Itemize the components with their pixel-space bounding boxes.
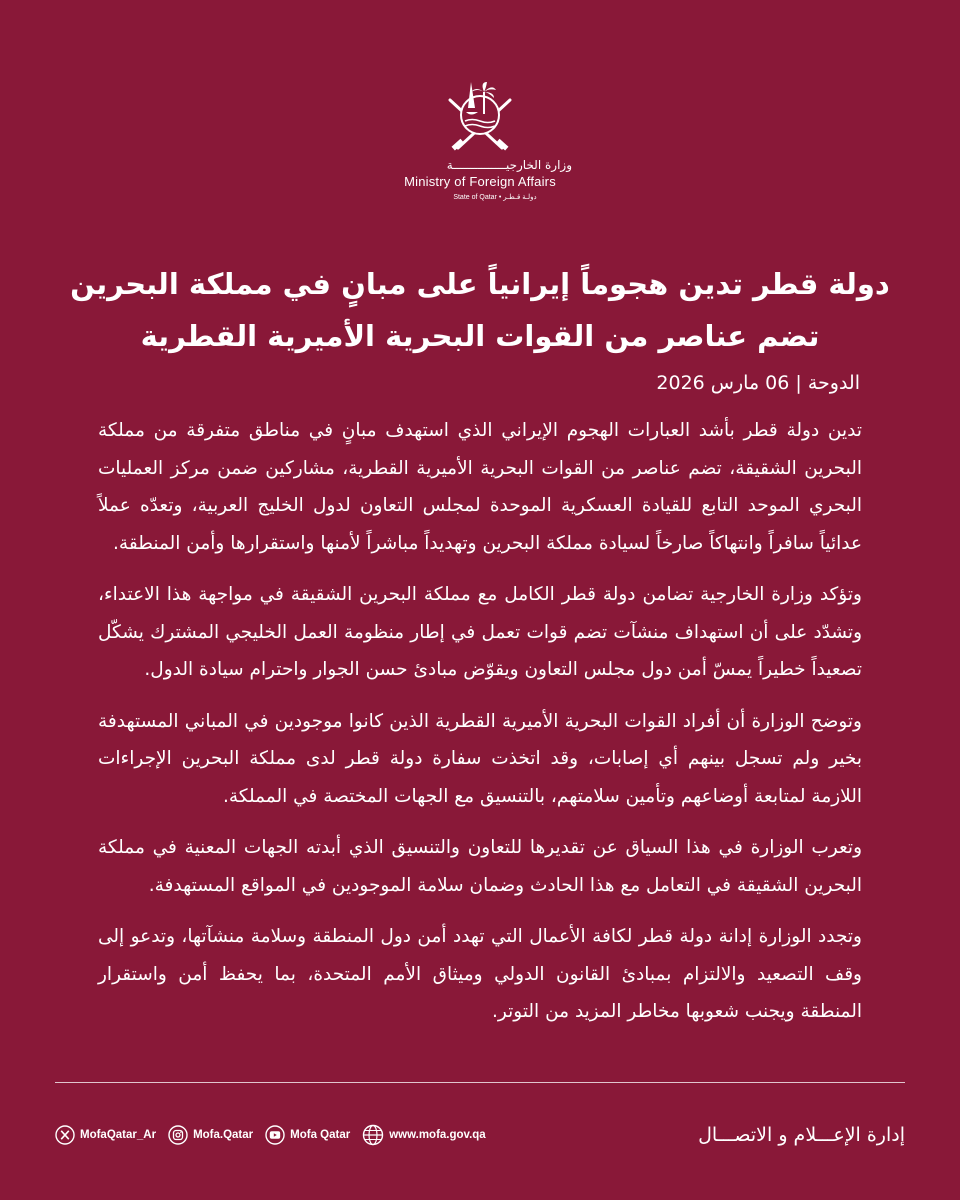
instagram-icon <box>168 1125 188 1145</box>
department-name: إدارة الإعـــلام و الاتصـــال <box>698 1124 905 1146</box>
ministry-name-arabic: وزارة الخارجيـــــــــــــــة <box>446 158 572 172</box>
paragraph: وتجدد الوزارة إدانة دولة قطر لكافة الأعمال التي تهدد أمن دول المنطقة وسلامة منشآتها، وتدعو إلى وقف التصعيد والالتزام بمبادئ القانون الدولي وميثاق الأمم المتحدة، بما يحفظ أمن واستقرار المنطقة ويجنب شعوبها مخاطر المزيد من التوتر. <box>98 926 862 1022</box>
ministry-name-english: Ministry of Foreign Affairs <box>404 174 556 189</box>
website-link: www.mofa.gov.qa <box>389 1129 486 1141</box>
footer <box>55 1124 905 1154</box>
social-handle: Mofa Qatar <box>290 1129 351 1141</box>
ministry-logo <box>380 70 580 201</box>
state-of-qatar-line: State of Qatar • دولـة قـطـر <box>453 194 537 201</box>
paragraph: وتعرب الوزارة في هذا السياق عن تقديرها للتعاون والتنسيق الذي أبدته الجهات المعنية في مملكة البحرين الشقيقة في التعامل مع هذا الحادث وضمان سلامة الموجودين في المواقع المستهدفة. <box>98 837 862 896</box>
footer-divider <box>55 1082 905 1083</box>
social-links <box>55 1124 498 1146</box>
youtube-icon <box>265 1125 285 1145</box>
social-link-x[interactable] <box>55 1125 156 1145</box>
social-link-instagram[interactable] <box>168 1125 253 1145</box>
paragraph: تدين دولة قطر بأشد العبارات الهجوم الإيراني الذي استهدف مبانٍ في مناطق متفرقة من مملكة البحرين الشقيقة، تضم عناصر من القوات البحرية الأميرية القطرية، مشاركين ضمن مركز العمليات البحري الموحد التابع للقيادة العسكرية الموحدة لمجلس التعاون لدول الخليج العربية، وتعدّه عملاً عدائياً سافراً وانتهاكاً صارخاً لسيادة مملكة البحرين وتهديداً مباشراً لأمنها واستقرارها وأمن المنطقة. <box>98 420 862 554</box>
dateline: الدوحة | 06 مارس 2026 <box>656 372 860 394</box>
press-release-headline: دولة قطر تدين هجوماً إيرانياً على مبانٍ في مملكة البحرين تضم عناصر من القوات البحرية الأميرية القطرية <box>70 267 890 353</box>
globe-icon <box>362 1124 384 1146</box>
paragraph: وتوضح الوزارة أن أفراد القوات البحرية الأميرية القطرية الذين كانوا موجودين في المباني المستهدفة بخير ولم تسجل بينهم أي إصابات، وقد اتخذت سفارة دولة قطر لدى مملكة البحرين الإجراءات اللازمة لمتابعة أوضاعهم وتأمين سلامتهم، بالتنسيق مع الجهات المختصة في المملكة. <box>98 710 862 807</box>
social-handle: MofaQatar_Ar <box>80 1129 157 1141</box>
social-handle: Mofa.Qatar <box>193 1129 254 1141</box>
press-release-body <box>98 412 862 1045</box>
x-icon <box>55 1125 75 1145</box>
paragraph: وتؤكد وزارة الخارجية تضامن دولة قطر الكامل مع مملكة البحرين الشقيقة في مواجهة هذا الاعتداء، وتشدّد على أن استهداف منشآت تضم قوات تعمل في إطار منظومة العمل الخليجي المشترك يشكّل تصعيداً خطيراً يمسّ أمن دول مجلس التعاون ويقوّض مبادئ حسن الجوار واحترام سيادة الدول. <box>98 584 862 680</box>
qatar-emblem-icon <box>440 70 520 154</box>
social-link-website[interactable] <box>362 1124 485 1146</box>
social-link-youtube[interactable] <box>265 1125 350 1145</box>
